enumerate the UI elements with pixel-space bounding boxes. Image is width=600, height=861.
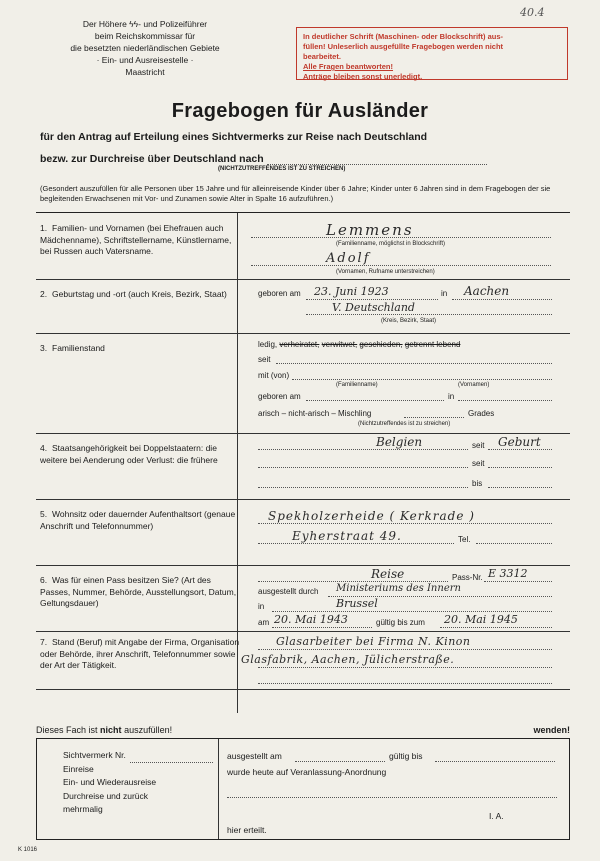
row-label (40, 343, 240, 355)
form-subtitle-destination (40, 153, 487, 165)
row-name (36, 213, 570, 280)
visa-number-line[interactable] (130, 749, 213, 763)
since-label: seit (258, 355, 271, 364)
spouse-born-label: geboren am (258, 392, 301, 401)
valid-until-office-label: gültig bis (389, 751, 423, 761)
visa-type-transit: Durchreise und zurück (63, 790, 149, 801)
visa-type-entry-exit: Ein- und Wiederausreise (63, 777, 157, 787)
row-label (40, 443, 240, 466)
issued-in-line (272, 611, 552, 612)
row-label (40, 509, 240, 532)
destination-line[interactable] (267, 164, 487, 165)
valid-until-label: gültig bis zum (376, 618, 425, 627)
strike-note: (NICHTZUTREFFENDES IST ZU STREICHEN) (218, 166, 346, 172)
degree-line[interactable] (404, 417, 464, 418)
office-use-box (36, 738, 570, 840)
spouse-label: mit (von) (258, 371, 290, 380)
nationality-line (258, 449, 468, 450)
spouse-surname-caption: (Familienname) (336, 382, 378, 388)
spouse-in-label: in (448, 392, 455, 401)
issued-in-label: in (258, 602, 265, 611)
passport-type-handwritten[interactable]: Reise (371, 567, 405, 581)
visa-type-multiple: mehrmalig (63, 804, 103, 814)
row-text: Geburtstag und -ort (auch Kreis, Bezirk, Staat) (52, 289, 227, 299)
form-title: Fragebogen für Ausländer (171, 100, 429, 122)
row-residence (36, 499, 570, 566)
issuing-authority (30, 18, 260, 78)
former-until-line[interactable] (488, 487, 552, 488)
row-nationality (36, 433, 570, 500)
row-number: 3. (40, 343, 48, 353)
occupation-line-2 (258, 667, 552, 668)
row-text: Wohnsitz oder dauernder Aufenthaltsort (genaue Anschrift und Telefonnummer) (40, 509, 236, 531)
occupation-line-1 (258, 649, 552, 650)
valid-until-office-line[interactable] (435, 761, 555, 762)
issued-by-label: ausgestellt durch (258, 587, 319, 596)
passport-type-line (258, 581, 448, 582)
subtitle-text: bezw. zur Durchreise über Deutschland nach (40, 153, 264, 165)
row-number: 1. (40, 223, 48, 233)
issued-on-office-label: ausgestellt am (227, 751, 282, 761)
row-label (40, 637, 240, 672)
row-number: 7. (40, 637, 48, 647)
row-number: 6. (40, 575, 48, 585)
occupation-line-3[interactable] (258, 683, 552, 684)
issued-on-office-line[interactable] (295, 761, 385, 762)
row-number: 4. (40, 443, 48, 453)
row-text: Familienstand (52, 343, 105, 353)
row-number: 5. (40, 509, 48, 519)
status-single: ledig, (258, 340, 278, 349)
row-label (40, 289, 240, 301)
instruction-line: In deutlicher Schrift (Maschinen- oder Blockschrift) aus- (303, 32, 504, 41)
former-until-label: bis (472, 479, 483, 488)
valid-until-line (440, 627, 552, 628)
nationality-since-label: seit (472, 441, 485, 450)
authority-line: · Ein- und Ausreisestelle · (96, 55, 194, 65)
visa-number-row (63, 749, 213, 763)
birth-state-handwritten[interactable]: V. Deutschland (332, 301, 415, 314)
second-since-line[interactable] (488, 467, 552, 468)
degree-label: Grades (468, 409, 495, 418)
instruction-line: bearbeitet. (303, 52, 341, 61)
birthplace-handwritten[interactable]: Aachen (464, 284, 510, 298)
authority-line: beim Reichskommissar für (94, 31, 196, 41)
passport-number-handwritten[interactable]: E 3312 (488, 567, 528, 580)
occupation-handwritten-1[interactable]: Glasarbeiter bei Firma N. Kinon (276, 635, 471, 648)
issuing-authority-handwritten[interactable]: Ministeriums des Innern (336, 583, 461, 594)
visa-type-entry: Einreise (63, 763, 94, 774)
birthdate-line (306, 299, 438, 300)
order-label: wurde heute auf Veranlassung-Anordnung (227, 767, 387, 777)
nationality-since-line (488, 449, 552, 450)
marital-options (258, 340, 460, 349)
turn-over-note: wenden! (533, 725, 570, 735)
questionnaire-table (36, 212, 570, 713)
birth-state-line (306, 314, 552, 315)
status-widowed: verwitwet, (321, 340, 358, 349)
surname-caption: (Familienname, möglichst in Blockschrift) (336, 241, 446, 247)
office-notice-text: Dieses Fach ist (36, 725, 98, 735)
spouse-in-line[interactable] (458, 400, 552, 401)
issued-on-handwritten[interactable]: 20. Mai 1943 (274, 613, 348, 626)
phone-label: Tel. (458, 535, 471, 544)
phone-line[interactable] (476, 543, 552, 544)
since-line[interactable] (276, 363, 552, 364)
descent-label: arisch – nicht-arisch – Mischling (258, 409, 372, 418)
status-separated: getrennt lebend (404, 340, 461, 349)
row-occupation (36, 631, 570, 690)
row-marital (36, 333, 570, 434)
surname-handwritten[interactable]: Lemmens (326, 221, 414, 239)
order-line[interactable] (227, 797, 557, 798)
authority-line: Maastricht (125, 67, 165, 77)
firstname-line (251, 265, 551, 266)
valid-until-handwritten[interactable]: 20. Mai 1945 (444, 613, 518, 626)
occupation-handwritten-2[interactable]: Glasfabrik, Aachen, Jülicherstraße. (241, 653, 455, 666)
issued-in-handwritten[interactable]: Brussel (336, 597, 378, 610)
spouse-firstname-caption: (Vornamen) (458, 382, 490, 388)
birthdate-handwritten[interactable]: 23. Juni 1923 (314, 285, 389, 298)
authority-line: Der Höhere ϟϟ- und Polizeiführer (82, 19, 208, 29)
nationality-handwritten[interactable]: Belgien (376, 435, 423, 449)
residence-line-1 (258, 523, 552, 524)
row-text: Staatsangehörigkeit bei Doppelstaatern: die weitere bei Aenderung oder Verlust: die frühere (40, 443, 218, 465)
passport-number-label: Pass-Nr. (452, 573, 483, 582)
surname-line (251, 237, 551, 238)
office-use-heading (36, 725, 570, 735)
row-text: Was für einen Pass besitzen Sie? (Art des Passes, Nummer, Behörde, Ausstellungsort, Datum, Geltungsdauer) (40, 575, 237, 608)
descent-caption: (Nichtzutreffendes ist zu streichen) (358, 421, 451, 427)
nationality-since-handwritten[interactable]: Geburt (498, 435, 541, 449)
instruction-line: Alle Fragen beantworten! (303, 62, 394, 71)
residence-handwritten-1[interactable]: Spekholzerheide ( Kerkrade ) (268, 509, 475, 523)
spouse-born-line[interactable] (306, 400, 444, 401)
row-label (40, 575, 240, 610)
issued-here-label: hier erteilt. (227, 825, 267, 835)
form-subtitle: für den Antrag auf Erteilung eines Sichtvermerks zur Reise nach Deutschland (40, 131, 428, 143)
visa-types (63, 749, 213, 817)
office-notice-bold: nicht (100, 725, 122, 735)
authority-line: die besetzten niederländischen Gebiete (70, 43, 220, 53)
signature-label: I. A. (489, 811, 504, 821)
birth-state-caption: (Kreis, Bezirk, Staat) (381, 318, 437, 324)
spouse-line[interactable] (292, 379, 552, 380)
visa-number-label: Sichtvermerk Nr. (63, 750, 126, 760)
row-text: Stand (Beruf) mit Angabe der Firma, Organisation oder Behörde, ihrer Anschrift, Telefonnummer sowie der Art der Tätigkeit. (40, 637, 240, 670)
row-label (40, 223, 240, 258)
row-passport (36, 565, 570, 632)
instructions-box (296, 27, 568, 80)
office-notice-text-end: auszufüllen! (124, 725, 173, 735)
second-since-label: seit (472, 459, 485, 468)
handwritten-file-number: 40.4 (520, 6, 545, 19)
issued-on-line (272, 627, 372, 628)
birthplace-line (452, 299, 552, 300)
instruction-line: Anträge bleiben sonst unerledigt. (303, 72, 423, 81)
row-birth (36, 279, 570, 334)
instructions-note: (Gesondert auszufüllen für alle Personen über 15 Jahre und für alleinreisende Kinder über 6 Jahre; Kinder unter 6 Jahren sind in dem Fragebogen der sie begleitenden Erwachsenen mit Vor- und Zunamen sowie Alter in Spalte 16 aufzuführen.) (40, 184, 551, 203)
firstname-handwritten[interactable]: Adolf (326, 251, 371, 266)
status-married: verheiratet, (279, 340, 320, 349)
residence-line-2 (258, 543, 454, 544)
issued-on-label: am (258, 618, 270, 627)
firstname-caption: (Vornamen, Rufname unterstreichen) (336, 269, 435, 275)
status-divorced: geschieden, (359, 340, 403, 349)
second-nationality-line[interactable] (258, 467, 468, 468)
row-number: 2. (40, 289, 48, 299)
former-nationality-line[interactable] (258, 487, 468, 488)
passport-number-line (484, 581, 552, 582)
office-divider (218, 739, 219, 839)
row-text: Familien- und Vornamen (bei Ehefrauen auch Mädchenname), Schriftstellername, Künstlername, bei Russen auch Vatersname. (40, 223, 232, 256)
born-in-label: in (441, 289, 448, 298)
residence-handwritten-2[interactable]: Eyherstraat 49. (292, 529, 402, 543)
born-on-label: geboren am (258, 289, 301, 298)
form-code: K 1016 (18, 847, 38, 853)
instruction-line: füllen! Unleserlich ausgefüllte Fragebogen werden nicht (303, 42, 504, 51)
